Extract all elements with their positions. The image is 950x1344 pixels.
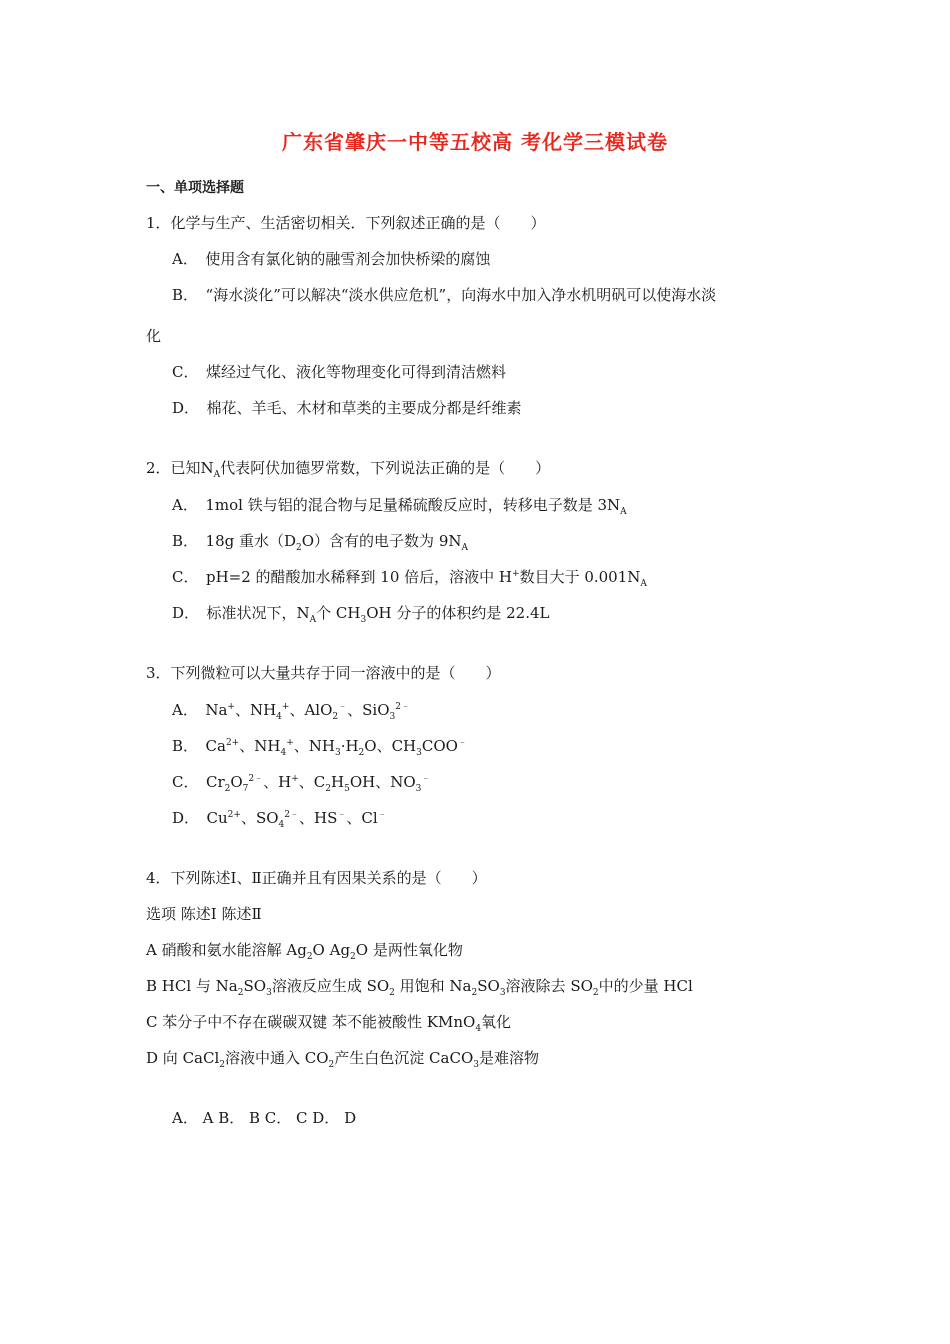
question-4-row-d: D 向 CaCl$_2$溶液中通入 $CO_2$产生白色沉淀 CaCO$_3$是难溶物 <box>146 1049 539 1070</box>
question-4-row-c: C 苯分子中不存在碳碳双键 苯不能被酸性 KMnO$_4$氧化 <box>146 1013 512 1034</box>
question-3-option-b: B． $Ca^{2+}$、$NH_4^+$、$NH_3\cdot H_2O$、$CH_3COO^﹣$ <box>172 737 467 758</box>
page-title: 广东省肇庆一中等五校高 考化学三模试卷 <box>282 130 668 154</box>
question-3-option-d: D． $Cu^{2+}$、$SO_4^{2﹣}$、HS﹣、Cl﹣ <box>172 809 387 830</box>
question-4-row-a: A 硝酸和氨水能溶解 $Ag_2O$ $Ag_2O$ 是两性氧化物 <box>146 941 463 962</box>
question-1-option-b-continued: 化 <box>146 327 162 345</box>
question-2-option-a: A． 1mol 铁与铝的混合物与足量稀硫酸反应时，转移电子数是 $3N_A$ <box>172 496 627 517</box>
question-3-option-a: A． Na+、$NH_4^+$、AlO$_2$﹣、SiO$_3^{2﹣}$ <box>172 701 410 722</box>
question-1-stem: 1．化学与生产、生活密切相关．下列叙述正确的是（ ） <box>146 214 546 232</box>
question-1-option-c: C． 煤经过气化、液化等物理变化可得到清洁燃料 <box>172 363 506 381</box>
question-2-option-b: B． 18g 重水$(D_2O)$含有的电子数为 $9N_A$ <box>172 532 468 553</box>
question-4-options: A． A B． B C． C D． D <box>172 1109 357 1127</box>
question-2-stem: 2．已知$N_A$代表阿伏加德罗常数，下列说法正确的是（ ） <box>146 459 551 480</box>
question-3-stem: 3．下列微粒可以大量共存于同一溶液中的是（ ） <box>146 664 501 682</box>
question-2-option-d: D． 标准状况下，$N_A$个 $CH_3OH$ 分子的体积约是 22.4L <box>172 604 550 625</box>
section-heading: 一、单项选择题 <box>146 180 244 196</box>
question-1-option-a: A． 使用含有氯化钠的融雪剂会加快桥梁的腐蚀 <box>172 250 491 268</box>
question-1-option-d: D． 棉花、羊毛、木材和草类的主要成分都是纤维素 <box>172 399 522 417</box>
question-4-stem: 4．下列陈述Ⅰ、Ⅱ正确并且有因果关系的是（ ） <box>146 869 487 887</box>
question-4-table-header: 选项 陈述Ⅰ 陈述Ⅱ <box>146 905 262 923</box>
question-2-option-c: C． pH=2 的醋酸加水稀释到 10 倍后，溶液中 H+数目大于 $0.001N_A$ <box>172 568 647 589</box>
question-1-option-b: B． “海水淡化”可以解决“淡水供应危机”，向海水中加入净水机明矾可以使海水淡 <box>172 286 717 304</box>
question-4-row-b: B HCl 与 $Na_2SO_3$溶液反应生成 $SO_2$ 用饱和 $Na_2SO_3$溶液除去 $SO_2$中的少量 HCl <box>146 977 693 998</box>
question-3-option-c: C． $Cr_2O_7^{2﹣}$、H+、$C_2H_5OH$、$NO_3^﹣$ <box>172 773 431 794</box>
